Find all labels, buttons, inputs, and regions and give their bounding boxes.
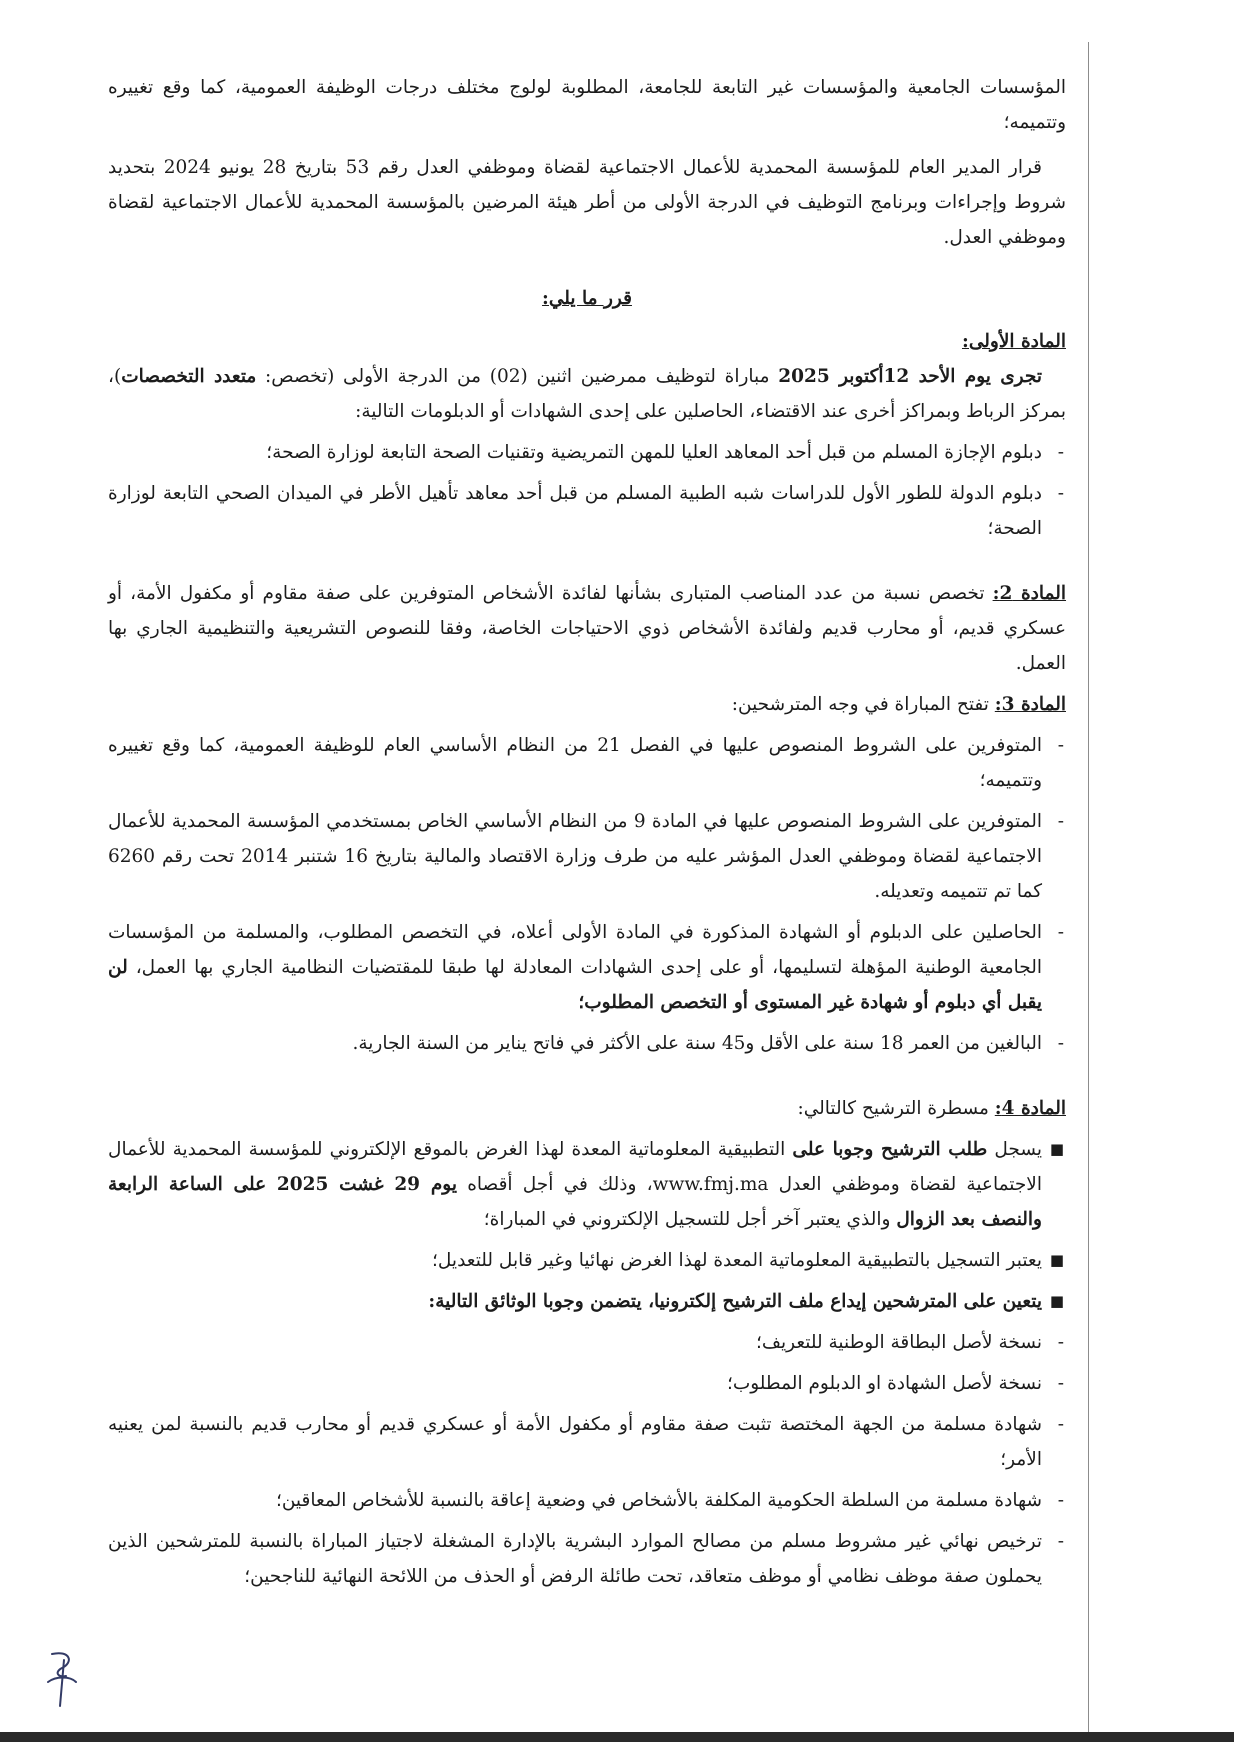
article-4-procedure-list [108, 1132, 1066, 1319]
article-3-text: تفتح المباراة في وجه المترشحين: [731, 694, 995, 715]
list-item-text: شهادة مسلمة من الجهة المختصة تثبت صفة مقاوم أو مكفول الأمة أو عسكري قديم أو محارب قديم بالنسبة لمن يعنيه الأمر؛ [108, 1414, 1042, 1470]
dash-marker: - [1057, 1033, 1064, 1054]
square-bullet-icon: ■ [1049, 1140, 1064, 1158]
dash-marker: - [1057, 442, 1064, 463]
article-3 [108, 687, 1066, 1061]
list-item [108, 1524, 1066, 1594]
article-4-text: مسطرة الترشيح كالتالي: [797, 1098, 995, 1119]
list-item-text: الحاصلين على الدبلوم أو الشهادة المذكورة في المادة الأولى أعلاه، في التخصص المطلوب، والمسلمة من المؤسسات الجامعية الوطنية المؤهلة لتسليمها، أو على إحدى الشهادات المعادلة لها طبقا للمقتضيات النظامية الجاري بها العمل، [108, 922, 1042, 978]
list-item-text: دبلوم الإجازة المسلم من قبل أحد المعاهد العليا للمهن التمريضية وتقنيات الصحة التابعة لوزارة الصحة؛ [266, 442, 1042, 463]
article-3-conditions-list [108, 728, 1066, 1061]
article-2-body [108, 576, 1066, 681]
list-item [108, 435, 1066, 470]
article-4-title: المادة 4: [994, 1098, 1066, 1119]
list-item [108, 1483, 1066, 1518]
list-item-bold-text: لن يقبل أي دبلوم أو شهادة غير المستوى أو التخصص المطلوب؛ [108, 957, 1042, 1013]
required-documents-list [108, 1325, 1066, 1594]
article-3-intro [108, 687, 1066, 722]
article-1 [108, 324, 1066, 546]
list-item-bold-text: طلب الترشيح وجوبا على [792, 1139, 988, 1160]
list-item-text: المتوفرين على الشروط المنصوص عليها في المادة 9 من النظام الأساسي الخاص بمستخدمي المؤسسة المحمدية للأعمال الاجتماعية لقضاة وموظفي العدل المؤشر عليه من طرف وزارة الاقتصاد والمالية بتاريخ 16 شتنبر 2014 تحت رقم 6260 كما تم تتميمه وتعديله. [108, 811, 1043, 902]
list-item [108, 1132, 1066, 1237]
handwritten-initial-icon [40, 1648, 84, 1712]
list-item [108, 476, 1066, 546]
list-item [108, 1284, 1066, 1319]
preamble-paragraph-2: قرار المدير العام للمؤسسة المحمدية للأعمال الاجتماعية لقضاة وموظفي العدل رقم 53 بتاريخ 28 يونيو 2024 بتحديد شروط وإجراءات وبرنامج التوظيف في الدرجة الأولى من أطر هيئة المرضين بالمؤسسة المحمدية للأعمال الاجتماعية لقضاة وموظفي العدل. [108, 157, 1066, 248]
dash-marker: - [1057, 1531, 1064, 1552]
article-1-title: المادة الأولى: [962, 331, 1066, 352]
dash-marker: - [1057, 1414, 1064, 1435]
article-1-diploma-list [108, 435, 1066, 546]
article-2-text: تخصص نسبة من عدد المناصب المتبارى بشأنها لفائدة الأشخاص المتوفرين على صفة مقاوم أو مكفول الأمة، أو عسكري قديم، أو محارب قديم ولفائدة الأشخاص ذوي الاحتياجات الخاصة، وفقا للنصوص التشريعية والتنظيمية الجاري بها العمل. [108, 583, 1066, 674]
decision-heading: قرر ما يلي: [542, 288, 632, 309]
list-item-text: نسخة لأصل الشهادة او الدبلوم المطلوب؛ [726, 1373, 1042, 1394]
square-bullet-icon: ■ [1049, 1251, 1064, 1269]
deadline-text: يوم 29 غشت 2025 على الساعة الرابعة والنصف بعد الزوال [108, 1174, 1042, 1230]
list-item-text: المتوفرين على الشروط المنصوص عليها في الفصل 21 من النظام الأساسي العام للوظيفة العمومية، كما وقع تغييره وتتميمه؛ [108, 735, 1042, 791]
dash-marker: - [1057, 922, 1064, 943]
article-1-body [108, 359, 1066, 429]
document-page [108, 70, 1066, 1600]
article-1-text-b: )، بمركز الرباط وبمراكز أخرى عند الاقتضاء، الحاصلين على إحدى الشهادات أو الدبلومات التالية: [108, 366, 1066, 422]
dash-marker: - [1057, 483, 1064, 504]
list-item [108, 1243, 1066, 1278]
list-item-text: البالغين من العمر 18 سنة على الأقل و45 سنة على الأكثر في فاتح يناير من السنة الجارية. [352, 1033, 1042, 1054]
margin-rule [1088, 42, 1089, 1742]
list-item [108, 1366, 1066, 1401]
article-2-title: المادة 2: [992, 583, 1067, 604]
list-item-text: يسجل [987, 1139, 1042, 1160]
article-1-text-a: مباراة لتوظيف ممرضين اثنين (02) من الدرجة الأولى (تخصص: [256, 366, 779, 387]
dash-marker: - [1057, 811, 1064, 832]
list-item-text: والذي يعتبر آخر أجل للتسجيل الإلكتروني في المباراة؛ [483, 1209, 897, 1230]
list-item-text: شهادة مسلمة من السلطة الحكومية المكلفة بالأشخاص في وضعية إعاقة بالنسبة للأشخاص المعاقين؛ [275, 1490, 1042, 1511]
article-4-intro [108, 1091, 1066, 1126]
dash-marker: - [1057, 1332, 1064, 1353]
list-item [108, 1325, 1066, 1360]
list-item [108, 1026, 1066, 1061]
list-item [108, 915, 1066, 1020]
dash-marker: - [1057, 1490, 1064, 1511]
list-item-text: التطبيقية المعلوماتية المعدة لهذا الغرض بالموقع الإلكتروني للمؤسسة المحمدية للأعمال الاجتماعية لقضاة وموظفي العدل www.fmj.ma، وذلك في أجل أقصاه [108, 1139, 1042, 1195]
list-item-text: دبلوم الدولة للطور الأول للدراسات شبه الطبية المسلم من قبل أحد معاهد تأهيل الأطر في الميدان الصحي التابعة لوزارة الصحة؛ [108, 483, 1042, 539]
article-2 [108, 576, 1066, 681]
dash-marker: - [1057, 735, 1064, 756]
scan-bottom-edge [0, 1732, 1234, 1742]
preamble-paragraph-1: المؤسسات الجامعية والمؤسسات غير التابعة للجامعة، المطلوبة لولوج مختلف درجات الوظيفة العمومية، كما وقع تغييره وتتميمه؛ [108, 77, 1066, 133]
list-item-bold-text: يتعين على المترشحين إيداع ملف الترشيح إلكترونيا، يتضمن وجوبا الوثائق التالية: [428, 1291, 1042, 1312]
dash-marker: - [1057, 1373, 1064, 1394]
article-1-date: تجرى يوم الأحد 12أكتوبر 2025 [778, 366, 1042, 387]
list-item-text: ترخيص نهائي غير مشروط مسلم من مصالح الموارد البشرية بالإدارة المشغلة لاجتياز المباراة بالنسبة للمترشحين الذين يحملون صفة موظف نظامي أو موظف متعاقد، تحت طائلة الرفض أو الحذف من اللائحة النهائية للناجحين؛ [108, 1531, 1042, 1587]
list-item-text: يعتبر التسجيل بالتطبيقية المعلوماتية المعدة لهذا الغرض نهائيا وغير قابل للتعديل؛ [432, 1250, 1042, 1271]
list-item [108, 804, 1066, 909]
square-bullet-icon: ■ [1049, 1292, 1064, 1310]
list-item [108, 728, 1066, 798]
list-item [108, 1407, 1066, 1477]
article-4 [108, 1091, 1066, 1594]
list-item-text: نسخة لأصل البطاقة الوطنية للتعريف؛ [755, 1332, 1042, 1353]
article-3-title: المادة 3: [994, 694, 1066, 715]
article-1-specialty: متعدد التخصصات [121, 366, 257, 387]
